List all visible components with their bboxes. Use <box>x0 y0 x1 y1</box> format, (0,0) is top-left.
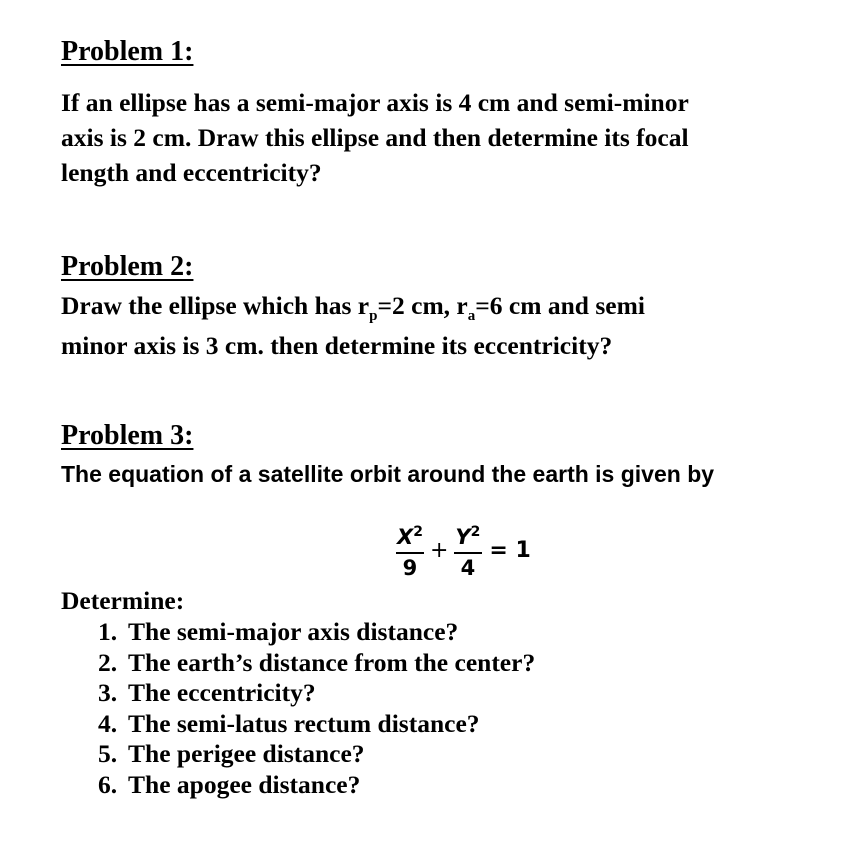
problem-1-line-3: length and eccentricity? <box>61 158 322 187</box>
y-denominator: 4 <box>460 556 476 580</box>
determine-label: Determine: <box>61 586 185 615</box>
list-item-number: 4. <box>98 708 118 738</box>
problem-3-intro <box>61 457 714 492</box>
list-item-text: The semi-major axis distance? <box>128 617 459 646</box>
problem-2-line-1-part-c: =6 cm and semi <box>475 291 645 320</box>
perigee-subscript: p <box>369 308 378 324</box>
list-item <box>98 678 535 709</box>
problem-3-intro-line: The equation of a satellite orbit around the earth is given by <box>61 461 715 487</box>
problem-1-text <box>61 85 689 190</box>
list-item <box>98 770 535 801</box>
list-item-text: The eccentricity? <box>128 678 316 707</box>
problem-2-line-1-part-b: =2 cm, r <box>377 291 468 320</box>
y-variable: Y <box>455 525 471 549</box>
problem-2-line-2: minor axis is 3 cm. then determine its eccentricity? <box>61 331 613 360</box>
list-item <box>98 617 535 648</box>
x-exponent: 2 <box>413 524 423 540</box>
problem-3-heading: Problem 3: <box>61 420 194 451</box>
problem-2-line-1-part-a: Draw the ellipse which has r <box>61 291 370 320</box>
plus-sign: + <box>429 537 449 563</box>
equation-rhs: = 1 <box>489 537 531 563</box>
list-item <box>98 709 535 740</box>
problem-2-text <box>61 288 645 363</box>
problem-1-line-2: axis is 2 cm. Draw this ellipse and then determine its focal <box>61 123 689 152</box>
list-item-number: 2. <box>98 647 118 677</box>
list-item-text: The semi-latus rectum distance? <box>128 708 480 738</box>
problem-1-heading: Problem 1: <box>61 36 194 67</box>
list-item <box>98 739 535 770</box>
list-item-text: The perigee distance? <box>128 739 365 768</box>
problem-2-heading: Problem 2: <box>61 251 194 282</box>
x-variable: X <box>397 525 414 549</box>
list-item-number: 5. <box>98 739 118 768</box>
y-exponent: 2 <box>470 524 481 540</box>
y-numerator <box>452 520 483 552</box>
x-numerator <box>394 520 426 552</box>
list-item-number: 3. <box>98 678 118 707</box>
question-list <box>98 617 535 800</box>
x-fraction <box>394 520 426 580</box>
list-item-text: The apogee distance? <box>128 769 361 799</box>
x-denominator: 9 <box>402 556 418 580</box>
list-item-number: 6. <box>98 769 118 799</box>
problem-1-line-1: If an ellipse has a semi-major axis is 4 cm and semi-minor <box>61 88 689 117</box>
orbit-equation <box>394 515 531 585</box>
problem-2-line-1 <box>61 288 645 328</box>
list-item-number: 1. <box>98 617 118 646</box>
y-fraction <box>452 520 483 580</box>
list-item <box>98 648 535 679</box>
list-item-text: The earth’s distance from the center? <box>128 647 536 677</box>
apogee-subscript: a <box>467 308 476 324</box>
